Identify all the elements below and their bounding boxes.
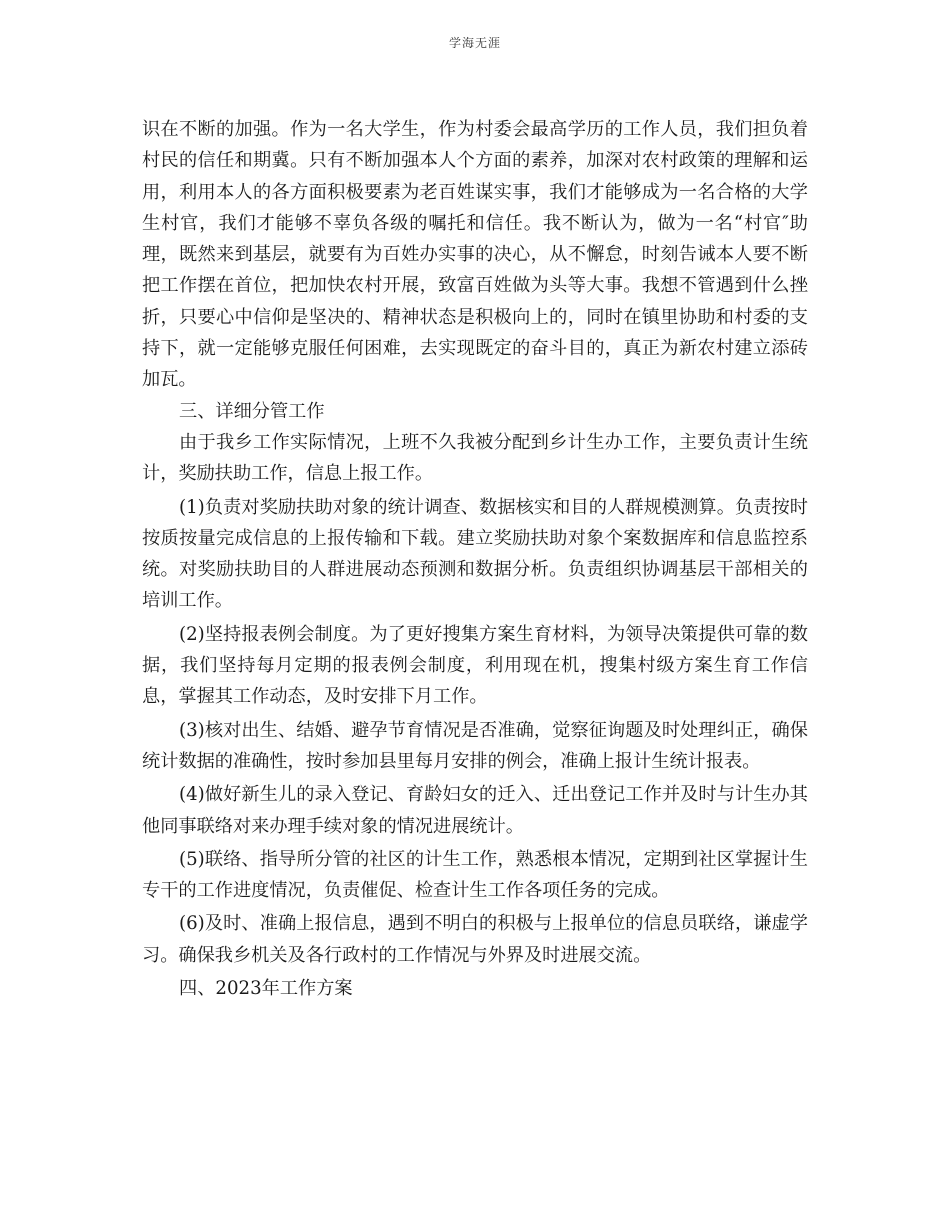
list-item-4: (4)做好新生儿的录入登记、育龄妇女的迁入、迁出登记工作并及时与计生办其他同事联络对来办理手续对象的情况进展统计。 xyxy=(142,784,808,837)
section-heading-4: 四、2023年工作方案 xyxy=(179,978,353,1000)
paragraph: 由于我乡工作实际情况，上班不久我被分配到乡计生办工作，主要负责计生统计，奖励扶助工作，信息上报工作。 xyxy=(142,431,808,485)
section-heading-3: 三、详细分管工作 xyxy=(179,400,325,422)
list-item-1: (1)负责对奖励扶助对象的统计调查、数据核实和目的人群规模测算。负责按时按质按量完成信息的上报传输和下载。建立奖励扶助对象个案数据库和信息监控系统。对奖励扶助目的人群进展动态预测和数据分析。负责组织协调基层干部相关的培训工作。 xyxy=(142,496,808,612)
document-body xyxy=(142,114,808,1004)
list-item-5: (5)联络、指导所分管的社区的计生工作，熟悉根本情况，定期到社区掌握计生专干的工作进度情况，负责催促、检查计生工作各项任务的完成。 xyxy=(142,848,808,902)
list-item-2: (2)坚持报表例会制度。为了更好搜集方案生育材料，为领导决策提供可靠的数据，我们坚持每月定期的报表例会制度，利用现在机，搜集村级方案生育工作信息，掌握其工作动态，及时安排下月工作。 xyxy=(142,623,808,708)
paragraph-continued: 识在不断的加强。作为一名大学生，作为村委会最高学历的工作人员，我们担负着村民的信任和期冀。只有不断加强本人个方面的素养，加深对农村政策的理解和运用，利用本人的各方面积极要素为老百姓谋实事，我们才能够成为一名合格的大学生村官，我们才能够不辜负各级的嘱托和信任。我不断认为，做为一名“村官″助理，既然来到基层，就要有为百姓办实事的决心，从不懈怠，时刻告诫本人要不断把工作摆在首位，把加快农村开展，致富百姓做为头等大事。我想不管遇到什么挫折，只要心中信仰是坚决的、精神状态是积极向上的，同时在镇里协助和村委的支持下，就一定能够克服任何困难，去实现既定的奋斗目的，真正为新农村建立添砖加瓦。 xyxy=(142,119,808,391)
list-item-6: (6)及时、准确上报信息，遇到不明白的积极与上报单位的信息员联络，谦虚学习。确保我乡机关及各行政村的工作情况与外界及时进展交流。 xyxy=(142,913,808,966)
page-header: 学海无涯 xyxy=(448,36,501,50)
list-item-3: (3)核对出生、结婚、避孕节育情况是否准确，觉察征询题及时处理纠正，确保统计数据的准确性，按时参加县里每月安排的例会，准确上报计生统计报表。 xyxy=(142,719,808,772)
